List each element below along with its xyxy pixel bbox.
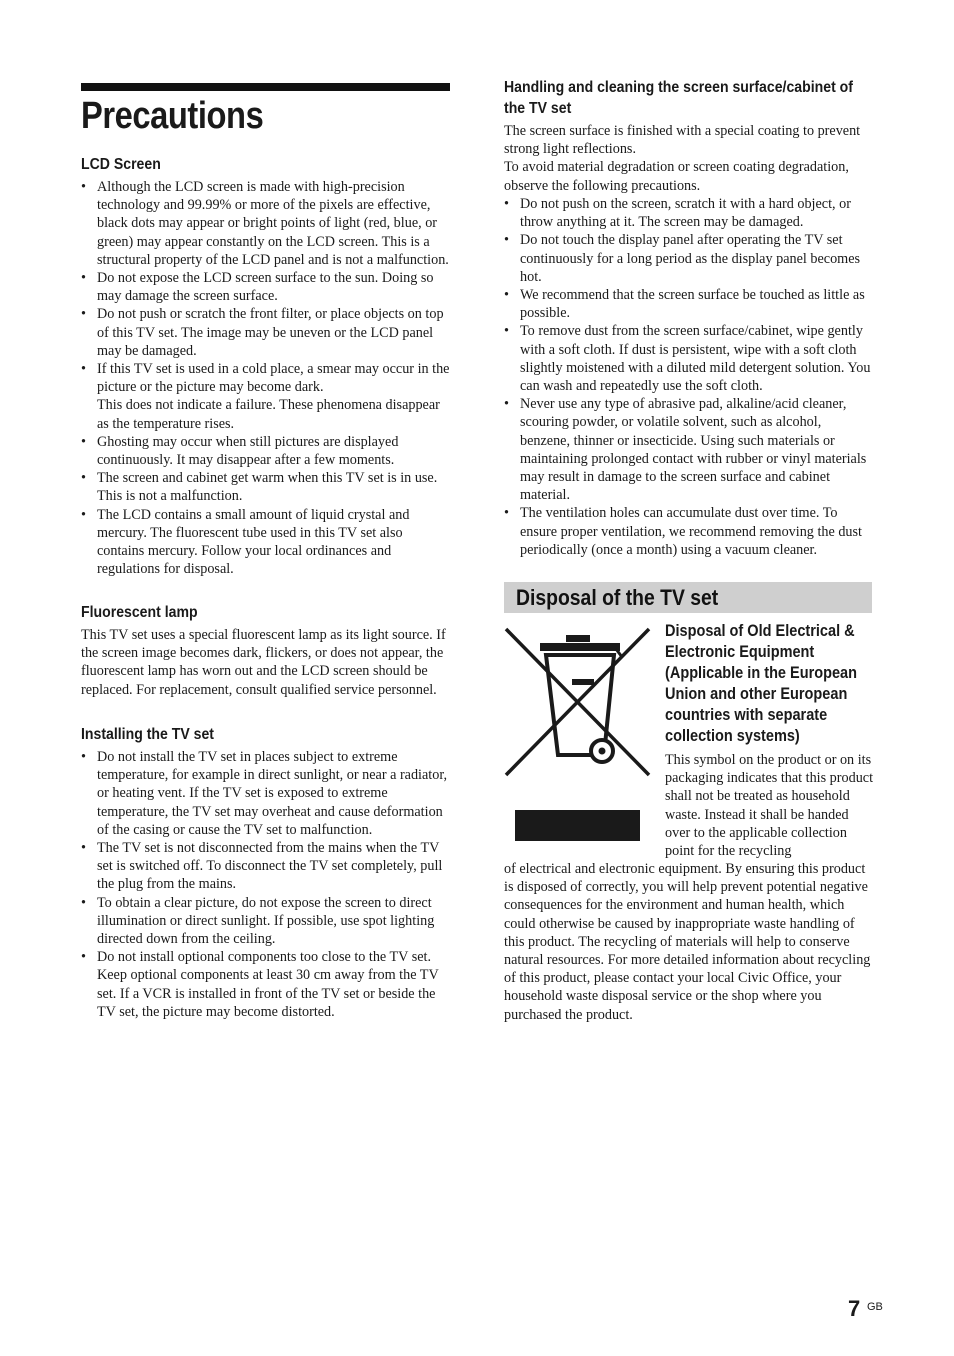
list-item: • Although the LCD screen is made with high-precision technology and 99.99% or more of the pixels are effective, black dots may appear or bright points of light (red, blue, or green) may appear constantly on the LCD screen. This is a structural property of the LCD panel and is not a malfunction. [81, 178, 451, 269]
cleaning-intro-1: The screen surface is finished with a special coating to prevent strong light reflections. [504, 123, 861, 158]
list-item: • If this TV set is used in a cold place, a smear may occur in the picture or the picture may become dark. This does not indicate a failure. These phenomena disappear as the temperature rises. [81, 360, 451, 433]
list-item: • The ventilation holes can accumulate dust over time. To ensure proper ventilation, we recommend removing the dust periodically (once a month) using a vacuum cleaner. [504, 504, 874, 559]
crossed-out-wheelie-bin-icon [504, 625, 651, 845]
title-rule [81, 83, 450, 91]
installing-list [81, 748, 451, 1021]
list-item: • Do not touch the display panel after operating the TV set continuously for a long period as the display panel becomes hot. [504, 231, 874, 286]
list-item: • Do not push on the screen, scratch it with a hard object, or throw anything at it. The screen may be damaged. [504, 195, 874, 231]
page-title: Precautions [81, 95, 264, 137]
fluorescent-lamp-text: This TV set uses a special fluorescent lamp as its light source. If the screen image becomes dark, flickers, or does not appear, the fluorescent lamp has worn out and the LCD screen should be replaced. For replacement, consult qualified service personnel. [81, 627, 446, 698]
cleaning-intro-2: To avoid material degradation or screen coating degradation, observe the following precautions. [504, 159, 849, 194]
list-item: • Do not push or scratch the front filter, or place objects on top of this TV set. The image may be uneven or the LCD panel may be damaged. [81, 305, 451, 360]
weee-heading: Disposal of Old Electrical & Electronic Equipment (Applicable in the European Union and other European countries with separate collection systems) [665, 622, 858, 745]
cleaning-list [504, 195, 874, 559]
fluorescent-lamp-heading: Fluorescent lamp [81, 604, 198, 621]
lcd-screen-list [81, 178, 451, 578]
cleaning-heading-line1: Handling and cleaning the screen surface/cabinet of [504, 79, 853, 96]
list-item: • Do not install optional components too close to the TV set. Keep optional components at least 30 cm away from the TV set. If a VCR is installed in front of the TV set or beside the TV set, the picture may become distorted. [81, 948, 451, 1021]
list-item: • To remove dust from the screen surface/cabinet, wipe gently with a soft cloth. If dust is persistent, wipe with a soft cloth slightly moistened with a diluted mild detergent solution. You can wash and repeatedly use the soft cloth. [504, 322, 874, 395]
weee-text-bottom: of electrical and electronic equipment. By ensuring this product is disposed of correctly, you will help prevent potential negative consequences for the environment and human health, which could otherwise be caused by inappropriate waste handling of this product. The recycling of materials will help to conserve natural resources. For more detailed information about recycling of this product, please contact your local Civic Office, your household waste disposal service or the shop where you purchased the product. [504, 861, 871, 1023]
list-item: • Do not expose the LCD screen surface to the sun. Doing so may damage the screen surface. [81, 269, 451, 305]
list-item: • The TV set is not disconnected from the mains when the TV set is switched off. To disconnect the TV set completely, pull the plug from the mains. [81, 839, 451, 894]
lcd-screen-heading: LCD Screen [81, 156, 161, 173]
list-item: • We recommend that the screen surface be touched as little as possible. [504, 286, 874, 322]
installing-heading: Installing the TV set [81, 726, 215, 743]
list-item: • Do not install the TV set in places subject to extreme temperature, for example in direct sunlight, or near a radiator, or heating vent. If the TV set is exposed to extreme temperature, the TV set may overheat and cause deformation of the casing or cause the TV set to malfunction. [81, 748, 451, 839]
page-number-suffix: GB [867, 1301, 883, 1313]
page-number: 7 [848, 1296, 861, 1321]
list-item: • The screen and cabinet get warm when this TV set is in use. This is not a malfunction. [81, 469, 451, 505]
list-item: • To obtain a clear picture, do not expose the screen to direct illumination or direct sunlight. If possible, use spot lighting directed down from the ceiling. [81, 894, 451, 949]
cleaning-heading-line2: the TV set [504, 100, 572, 117]
list-item-note: This does not indicate a failure. These phenomena disappear as the temperature rises. [97, 397, 440, 432]
disposal-section-title: Disposal of the TV set [516, 585, 719, 610]
weee-text-top: This symbol on the product or on its packaging indicates that this product shall not be treated as household waste. Instead it shall be handed over to the applicable collection point for the recycling [665, 752, 874, 860]
list-item: • The LCD contains a small amount of liquid crystal and mercury. The fluorescent tube used in this TV set also contains mercury. Follow your local ordinances and regulations for disposal. [81, 506, 451, 579]
list-item: • Ghosting may occur when still pictures are displayed continuously. It may disappear after a few moments. [81, 433, 451, 469]
disposal-section-band [504, 582, 872, 613]
list-item: • Never use any type of abrasive pad, alkaline/acid cleaner, scouring powder, or volatile solvent, such as alcohol, benzene, thinner or insecticide. Using such materials or maintaining prolonged contact with rubber or vinyl materials may result in damage to the screen surface and cabinet material. [504, 395, 874, 504]
